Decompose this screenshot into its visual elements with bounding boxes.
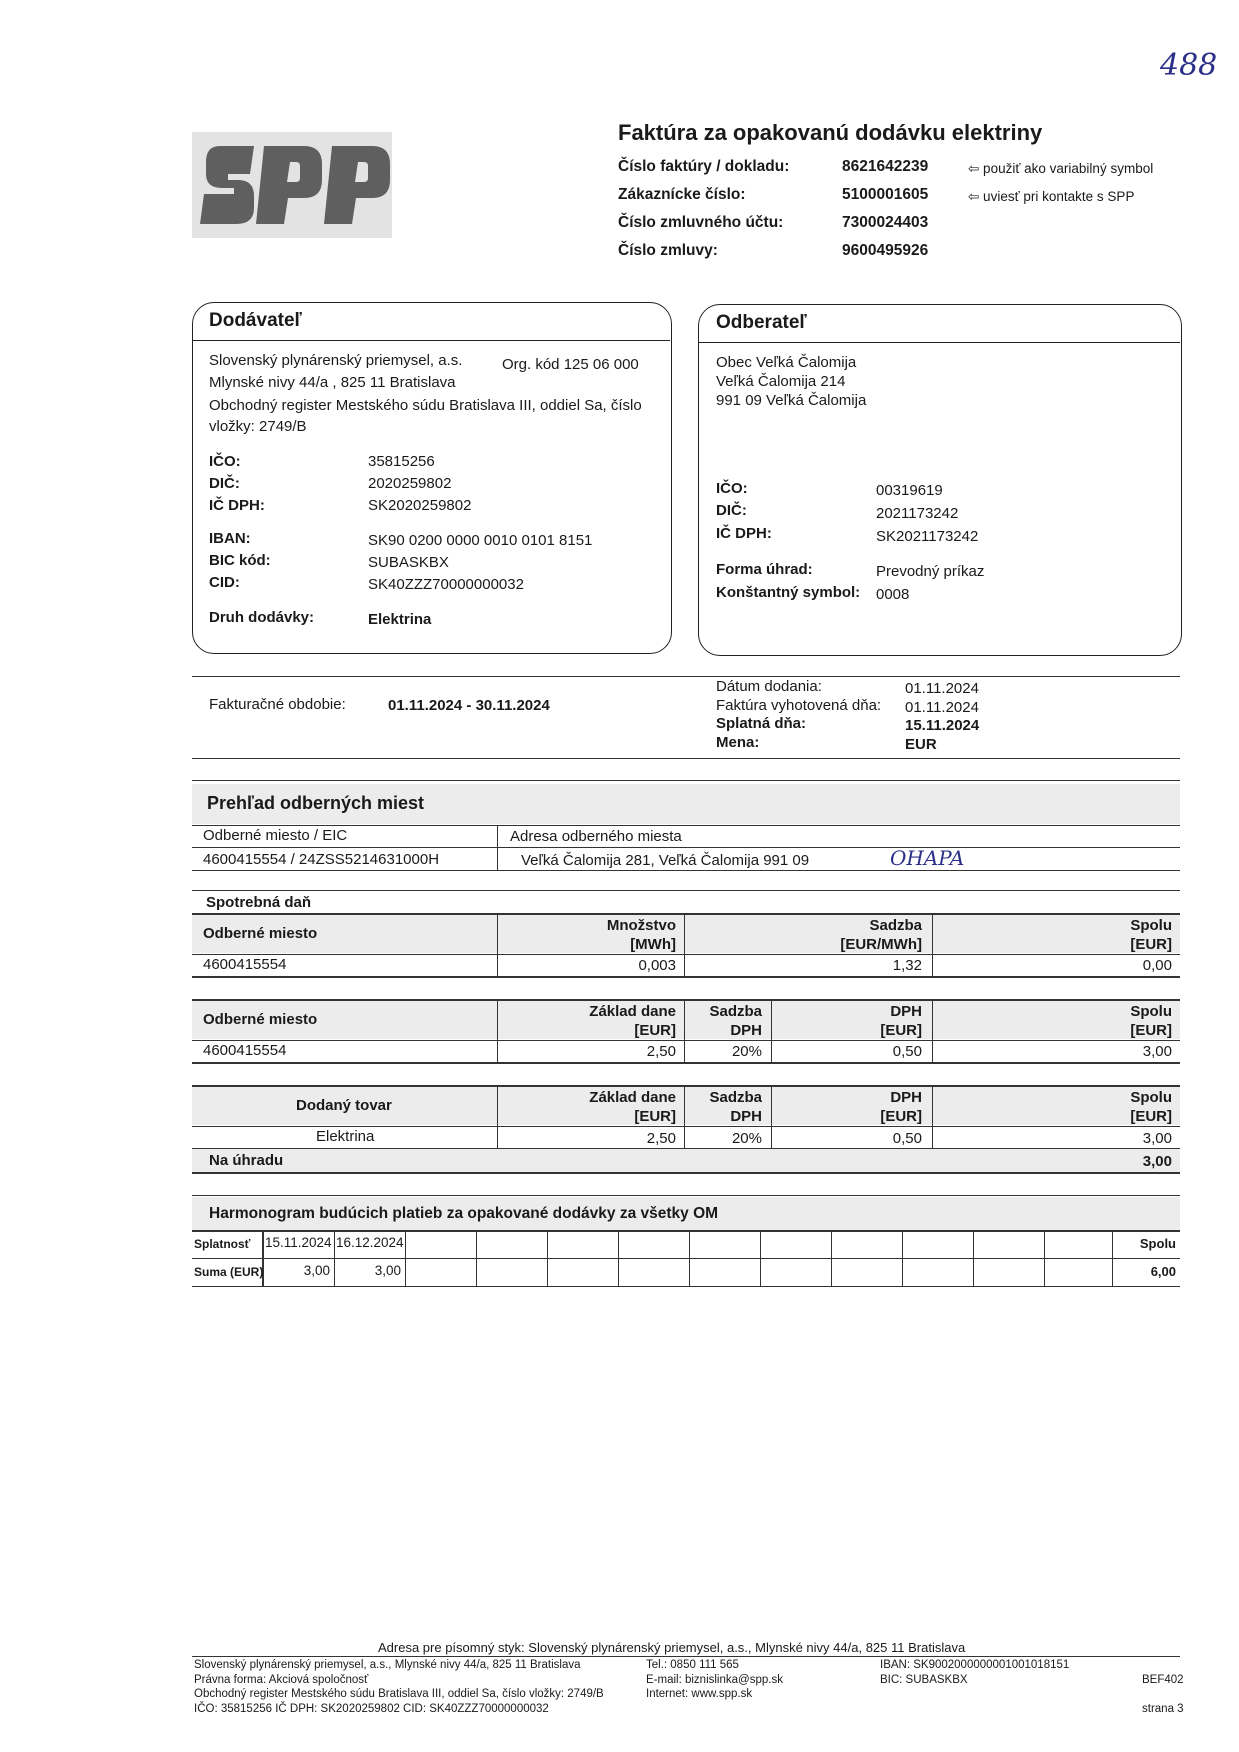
customer-address-line-3: 991 09 Veľká Čalomija [716,392,867,409]
footer-contact-info [646,1658,783,1702]
goods-col-vat-2: [EUR] [880,1108,922,1125]
spp-logo-graphic [192,132,392,238]
schedule-col-divider-6 [689,1231,690,1286]
excise-col-qty-2: [MWh] [630,936,676,953]
excise-divider-3 [932,915,933,976]
schedule-total: 6,00 [1150,1264,1176,1279]
schedule-col-divider-5 [618,1231,619,1286]
supplier-register-line-2: vložky: 2749/B [209,418,307,435]
customer-dic-value: 2021173242 [876,505,959,522]
goods-item: Elektrina [316,1128,375,1145]
vat-rate: 20% [731,1043,762,1060]
footer-company-info [194,1658,604,1716]
footer-rule [192,1656,1180,1657]
schedule-amount-2: 3,00 [374,1263,401,1278]
supplier-cid-label: CID: [209,574,240,591]
footer-phone: Tel.: 0850 111 565 [646,1659,739,1671]
schedule-top-rule [192,1195,1180,1196]
goods-divider-1 [497,1087,498,1148]
overview-column-divider [497,825,498,871]
goods-col-base-1: Základ dane [589,1089,676,1106]
goods-col-base-2: [EUR] [634,1108,676,1125]
excise-divider-1 [497,915,498,976]
customer-dic-label: DIČ: [716,502,747,519]
period-bottom-rule [192,758,1180,759]
vat-bottom-rule [192,1062,1180,1064]
customer-constant-symbol-label: Konštantný symbol: [716,584,861,601]
schedule-col-divider-12 [1112,1231,1113,1286]
due-date-label: Splatná dňa: [716,715,807,732]
overview-handwritten-note: OHAPA [890,846,965,870]
contract-account-value: 7300024403 [842,214,929,231]
schedule-bottom-rule [192,1286,1180,1287]
customer-number-note: ⇦ uviesť pri kontakte s SPP [968,189,1135,204]
overview-title: Prehľad odberných miest [207,793,424,813]
schedule-col-divider-9 [902,1231,903,1286]
vat-divider-3 [771,1001,772,1062]
footer-bank-info [880,1658,1069,1687]
vat-base: 2,50 [646,1043,676,1060]
vat-col-place: Odberné miesto [203,1011,318,1028]
customer-icdph-label: IČ DPH: [716,525,772,542]
footer-company-line-4: IČO: 35815256 IČ DPH: SK2020259802 CID: SK40ZZZ70000000032 [194,1702,549,1715]
overview-col-place: Odberné miesto / EIC [203,827,348,844]
customer-ico-value: 00319619 [876,482,943,499]
goods-divider-3 [771,1087,772,1148]
footer-iban: IBAN: SK9002000000001001018151 [880,1659,1070,1671]
schedule-col-divider-4 [547,1231,548,1286]
schedule-amount-label: Suma (EUR) [194,1265,264,1279]
supplier-org-code: Org. kód 125 06 000 [502,356,639,373]
schedule-col-divider-11 [1044,1231,1045,1286]
vat-amount: 0,50 [892,1043,922,1060]
delivery-date-value: 01.11.2024 [905,680,979,697]
customer-number-label: Zákaznícke číslo: [618,186,746,203]
goods-col-rate-1: Sadzba [709,1089,762,1106]
invoice-number-note: ⇦ použiť ako variabilný symbol [968,161,1154,176]
currency-label: Mena: [716,734,760,751]
schedule-col-divider-10 [973,1231,974,1286]
overview-col-address: Adresa odberného miesta [510,828,682,845]
issue-date-value: 01.11.2024 [905,699,979,716]
delivery-date-label: Dátum dodania: [716,678,822,695]
customer-title-divider [699,342,1180,343]
supplier-cid-value: SK40ZZZ70000000032 [368,576,524,593]
excise-col-qty-1: Množstvo [606,917,676,934]
footer-form-code: BEF402 [1142,1674,1184,1686]
customer-payment-form-label: Forma úhrad: [716,561,813,578]
schedule-col-divider-2 [405,1231,406,1286]
excise-bottom-rule [192,976,1180,978]
invoice-title: Faktúra za opakovanú dodávku elektriny [618,120,1043,145]
contract-number-label: Číslo zmluvy: [618,242,718,259]
goods-col-total-2: [EUR] [1130,1108,1172,1125]
period-top-rule [192,676,1180,677]
excise-divider-2 [684,915,685,976]
goods-total: 3,00 [1142,1130,1172,1147]
supplier-icdph-label: IČ DPH: [209,497,265,514]
supplier-delivery-type-label: Druh dodávky: [209,609,315,626]
excise-place: 4600415554 [203,956,287,973]
issue-date-label: Faktúra vyhotovená dňa: [716,697,882,714]
supplier-name: Slovenský plynárenský priemysel, a.s. [209,352,463,369]
to-pay-label: Na úhradu [209,1152,284,1169]
footer-bic: BIC: SUBASKBX [880,1673,968,1686]
vat-col-vat-1: DPH [890,1003,922,1020]
overview-place-address: Veľká Čalomija 281, Veľká Čalomija 991 09 [521,852,810,869]
footer-company-line-2: Právna forma: Akciová spoločnosť [194,1673,369,1686]
excise-top-rule [192,890,1180,891]
invoice-number-value: 8621642239 [842,158,929,175]
vat-divider-4 [932,1001,933,1062]
customer-number-value: 5100001605 [842,186,929,203]
footer-page-number: strana 3 [1142,1703,1184,1715]
customer-title: Odberateľ [716,312,807,333]
customer-address-line-2: Veľká Čalomija 214 [716,373,846,390]
supplier-delivery-type-value: Elektrina [368,611,432,628]
goods-col-goods: Dodaný tovar [296,1097,392,1114]
supplier-ico-value: 35815256 [368,453,435,470]
footer-company-line-1: Slovenský plynárenský priemysel, a.s., Mlynské nivy 44/a, 825 11 Bratislava [194,1659,581,1671]
vat-col-base-1: Základ dane [589,1003,676,1020]
excise-qty: 0,003 [638,957,676,974]
excise-col-place: Odberné miesto [203,925,318,942]
goods-vat: 0,50 [892,1130,922,1147]
goods-rate: 20% [731,1130,762,1147]
supplier-ico-label: IČO: [209,453,241,470]
handwritten-page-number: 488 [1160,48,1218,83]
customer-constant-symbol-value: 0008 [876,586,910,603]
spp-logo [192,132,392,238]
to-pay-amount: 3,00 [1142,1153,1172,1170]
footer-email: E-mail: biznislinka@spp.sk [646,1673,783,1686]
footer-website: Internet: www.spp.sk [646,1688,753,1700]
vat-col-rate-1: Sadzba [709,1003,762,1020]
vat-col-vat-2: [EUR] [880,1022,922,1039]
currency-value: EUR [905,736,937,753]
overview-place-eic: 4600415554 / 24ZSS5214631000H [203,851,440,868]
due-date-value: 15.11.2024 [905,717,980,734]
vat-col-rate-2: DPH [730,1022,762,1039]
customer-address-line-1: Obec Veľká Čalomija [716,354,857,371]
excise-total: 0,00 [1142,957,1172,974]
goods-col-rate-2: DPH [730,1108,762,1125]
customer-payment-form-value: Prevodný príkaz [876,563,985,580]
schedule-total-label: Spolu [1139,1236,1176,1251]
customer-icdph-value: SK2021173242 [876,528,979,545]
schedule-due-label: Splatnosť [194,1237,251,1251]
schedule-date-1: 15.11.2024 [265,1235,332,1250]
overview-bottom-rule [192,870,1180,871]
goods-col-total-1: Spolu [1130,1089,1172,1106]
supplier-icdph-value: SK2020259802 [368,497,472,514]
contract-number-value: 9600495926 [842,242,929,259]
goods-bottom-rule [192,1172,1180,1174]
excise-header-bottom-rule [192,954,1180,955]
schedule-col-divider-1 [334,1231,335,1286]
overview-header-rule [192,825,1180,826]
customer-ico-label: IČO: [716,480,748,497]
schedule-col-divider-3 [476,1231,477,1286]
supplier-register-line-1: Obchodný register Mestského súdu Bratislava III, oddiel Sa, číslo [209,397,642,414]
supplier-title: Dodávateľ [209,310,302,331]
supplier-dic-value: 2020259802 [368,475,452,492]
excise-col-total-1: Spolu [1130,917,1172,934]
vat-divider-1 [497,1001,498,1062]
supplier-title-divider [193,340,670,341]
vat-place: 4600415554 [203,1042,287,1059]
vat-header-bottom-rule [192,1040,1180,1041]
billing-period-value: 01.11.2024 - 30.11.2024 [388,697,550,714]
supplier-address: Mlynské nivy 44/a , 825 11 Bratislava [209,374,456,391]
goods-col-vat-1: DPH [890,1089,922,1106]
overview-row-rule [192,847,1180,848]
excise-title: Spotrebná daň [206,894,312,911]
excise-col-rate-2: [EUR/MWh] [840,936,922,953]
vat-col-base-2: [EUR] [634,1022,676,1039]
goods-header-bottom-rule [192,1126,1180,1127]
supplier-dic-label: DIČ: [209,475,240,492]
footer-address-line: Adresa pre písomný styk: Slovenský plynárenský priemysel, a.s., Mlynské nivy 44/a, 825 11 Bratislava [378,1640,966,1655]
vat-total: 3,00 [1142,1043,1172,1060]
supplier-iban-value: SK90 0200 0000 0010 0101 8151 [368,532,593,549]
supplier-bic-label: BIC kód: [209,552,271,569]
overview-top-rule [192,780,1180,781]
schedule-col-divider-7 [760,1231,761,1286]
invoice-number-label: Číslo faktúry / dokladu: [618,158,790,175]
vat-col-total-1: Spolu [1130,1003,1172,1020]
goods-divider-2 [684,1087,685,1148]
excise-rate: 1,32 [892,957,922,974]
vat-col-total-2: [EUR] [1130,1022,1172,1039]
vat-divider-2 [684,1001,685,1062]
schedule-header-rule [192,1230,1180,1232]
schedule-date-2: 16.12.2024 [336,1235,404,1250]
schedule-title: Harmonogram budúcich platieb za opakované dodávky za všetky OM [209,1205,719,1222]
billing-period-label: Fakturačné obdobie: [209,696,346,713]
supplier-iban-label: IBAN: [209,530,251,547]
schedule-row-rule [192,1258,1180,1259]
contract-account-label: Číslo zmluvného účtu: [618,214,784,231]
footer-company-line-3: Obchodný register Mestského súdu Bratislava III, oddiel Sa, číslo vložky: 2749/B [194,1688,604,1700]
supplier-bic-value: SUBASKBX [368,554,449,571]
goods-base: 2,50 [646,1130,676,1147]
excise-col-total-2: [EUR] [1130,936,1172,953]
schedule-col-divider-8 [831,1231,832,1286]
excise-col-rate-1: Sadzba [869,917,922,934]
schedule-amount-1: 3,00 [303,1263,330,1278]
